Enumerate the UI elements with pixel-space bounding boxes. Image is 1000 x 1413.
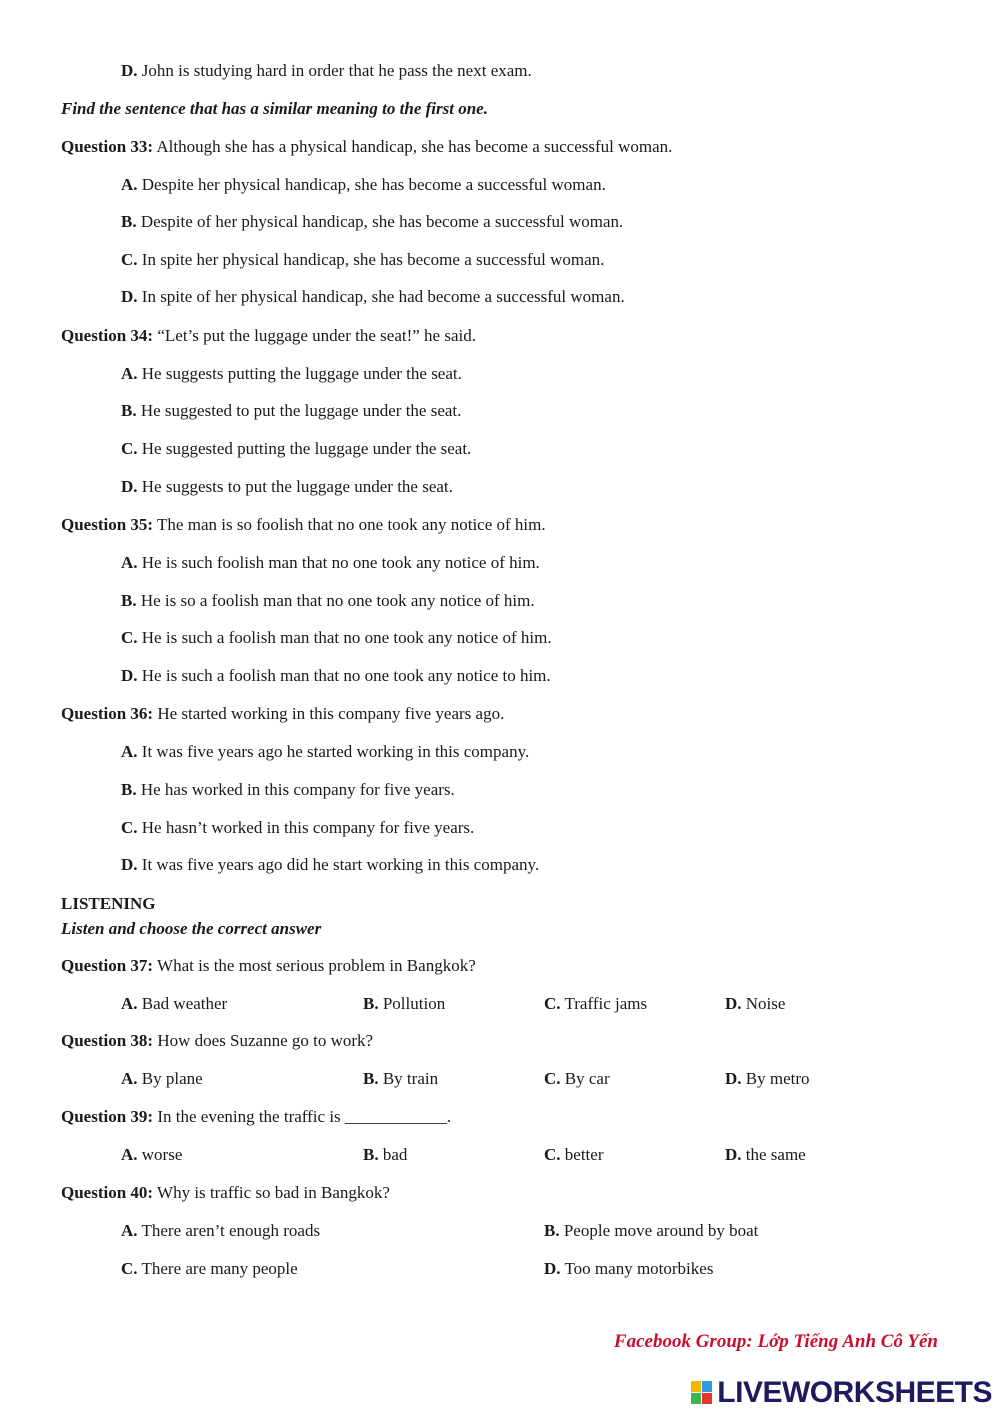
q37-option-a[interactable]: A. Bad weather xyxy=(121,994,228,1013)
listening-instruction: Listen and choose the correct answer xyxy=(61,919,322,938)
q34-option-a[interactable]: A. He suggests putting the luggage under the seat. xyxy=(121,364,462,383)
q35-option-c[interactable]: C. He is such a foolish man that no one took any notice of him. xyxy=(121,628,552,647)
q40-option-a[interactable]: A. There aren’t enough roads xyxy=(121,1221,321,1240)
question-35: Question 35: The man is so foolish that no one took any notice of him. xyxy=(61,515,546,534)
q39-option-b[interactable]: B. bad xyxy=(363,1145,408,1164)
question-37: Question 37: What is the most serious problem in Bangkok? xyxy=(61,956,476,975)
facebook-group-credit: Facebook Group: Lớp Tiếng Anh Cô Yến xyxy=(613,1331,938,1352)
question-33: Question 33: Although she has a physical handicap, she has become a successful woman. xyxy=(61,137,673,156)
q33-option-b[interactable]: B. Despite of her physical handicap, she has become a successful woman. xyxy=(121,212,624,231)
section-instruction: Find the sentence that has a similar meaning to the first one. xyxy=(61,99,488,118)
q39-option-a[interactable]: A. worse xyxy=(121,1145,183,1164)
q38-option-b[interactable]: B. By train xyxy=(363,1069,439,1088)
liveworksheets-icon xyxy=(691,1381,713,1405)
question-38: Question 38: How does Suzanne go to work? xyxy=(61,1031,374,1050)
q38-option-c[interactable]: C. By car xyxy=(544,1069,610,1088)
q38-option-a[interactable]: A. By plane xyxy=(121,1069,203,1088)
q36-option-d[interactable]: D. It was five years ago did he start working in this company. xyxy=(121,855,540,874)
q33-option-d[interactable]: D. In spite of her physical handicap, she had become a successful woman. xyxy=(121,287,625,306)
q36-option-c[interactable]: C. He hasn’t worked in this company for five years. xyxy=(121,818,475,837)
q40-option-d[interactable]: D. Too many motorbikes xyxy=(544,1259,714,1278)
q36-option-b[interactable]: B. He has worked in this company for five years. xyxy=(121,780,455,799)
q36-option-a[interactable]: A. It was five years ago he started working in this company. xyxy=(121,742,530,761)
q34-option-d[interactable]: D. He suggests to put the luggage under the seat. xyxy=(121,477,453,496)
q39-option-d[interactable]: D. the same xyxy=(725,1145,806,1164)
q35-option-a[interactable]: A. He is such foolish man that no one took any notice of him. xyxy=(121,553,540,572)
question-36: Question 36: He started working in this company five years ago. xyxy=(61,704,505,723)
q37-option-c[interactable]: C. Traffic jams xyxy=(544,994,648,1013)
q37-option-d[interactable]: D. Noise xyxy=(725,994,786,1013)
q40-option-b[interactable]: B. People move around by boat xyxy=(544,1221,759,1240)
question-34: Question 34: “Let’s put the luggage under the seat!” he said. xyxy=(61,326,476,345)
q39-option-c[interactable]: C. better xyxy=(544,1145,604,1164)
listening-heading: LISTENING xyxy=(61,894,156,913)
q40-option-c[interactable]: C. There are many people xyxy=(121,1259,298,1278)
q33-option-a[interactable]: A. Despite her physical handicap, she has become a successful woman. xyxy=(121,175,606,194)
question-40: Question 40: Why is traffic so bad in Bangkok? xyxy=(61,1183,390,1202)
q38-option-d[interactable]: D. By metro xyxy=(725,1069,810,1088)
liveworksheets-logo[interactable] xyxy=(691,1378,992,1408)
q33-option-c[interactable]: C. In spite her physical handicap, she has become a successful woman. xyxy=(121,250,605,269)
question-39: Question 39: In the evening the traffic is ____________. xyxy=(61,1107,452,1126)
q34-option-b[interactable]: B. He suggested to put the luggage under the seat. xyxy=(121,401,462,420)
q35-option-d[interactable]: D. He is such a foolish man that no one took any notice to him. xyxy=(121,666,551,685)
q35-option-b[interactable]: B. He is so a foolish man that no one took any notice of him. xyxy=(121,591,535,610)
q32-option-d: D. John is studying hard in order that he pass the next exam. xyxy=(121,61,532,80)
q34-option-c[interactable]: C. He suggested putting the luggage under the seat. xyxy=(121,439,472,458)
q37-option-b[interactable]: B. Pollution xyxy=(363,994,446,1013)
liveworksheets-wordmark: LIVEWORKSHEETS xyxy=(717,1376,992,1409)
